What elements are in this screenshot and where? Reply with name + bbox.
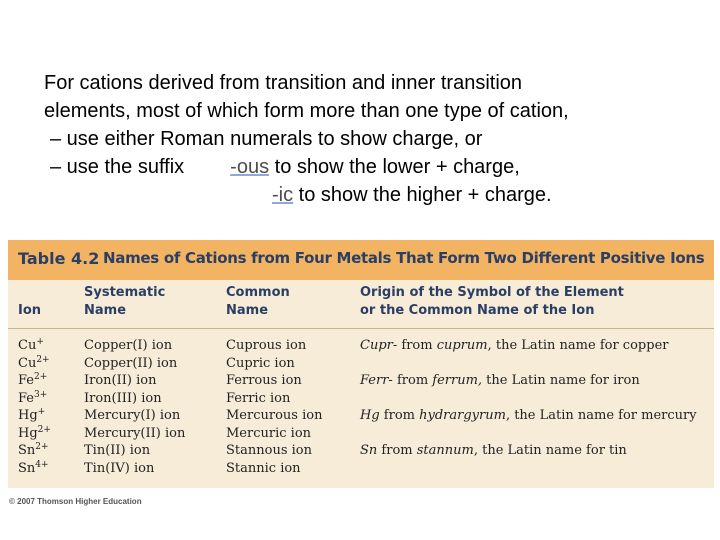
bullet-suffix-ous <box>44 153 704 181</box>
table-cell-origin: Cupr- from cuprum, the Latin name for copper <box>360 338 669 353</box>
table-cell-common: Mercurous ion <box>226 408 323 423</box>
table-cell-systematic: Tin(II) ion <box>84 443 151 458</box>
table-cell-systematic: Iron(III) ion <box>84 390 162 406</box>
table-cell-ion: $Sn^{2+}$ <box>18 442 49 458</box>
text-line-1: For cations derived from transition and inner transition <box>44 72 523 94</box>
table-cell-origin: Ferr- from ferrum, the Latin name for iron <box>360 373 640 388</box>
bullet-suffix-ic <box>44 181 704 209</box>
header-origin <box>360 284 624 320</box>
column-ion <box>18 337 51 477</box>
header-divider <box>8 328 714 329</box>
text-line-2: elements, most of which form more than one type of cation, <box>44 100 569 122</box>
table-cell-ion: $Cu^{2+}$ <box>18 354 50 371</box>
table-cell-common: Stannous ion <box>226 443 312 458</box>
header-ion: Ion <box>18 303 42 318</box>
table-title: Names of Cations from Four Metals That Form Two Different Positive Ions <box>103 249 705 267</box>
suffix-ic: -ic <box>272 184 294 206</box>
column-systematic-name <box>84 337 185 477</box>
table-cell-systematic: Iron(II) ion <box>84 373 157 388</box>
table-cell-common: Cuprous ion <box>226 338 307 353</box>
copyright-notice: © 2007 Thomson Higher Education <box>9 497 142 506</box>
table-cell-common: Cupric ion <box>226 355 295 371</box>
table-cell-common: Ferric ion <box>226 390 291 406</box>
header-systematic-line2: Name <box>84 303 127 318</box>
table-cell-ion: $Fe^{2+}$ <box>18 372 48 388</box>
header-origin-line2: or the Common Name of the Ion <box>360 303 595 318</box>
table-cell-systematic: Tin(IV) ion <box>84 460 155 476</box>
header-systematic <box>84 284 165 320</box>
table-number: Table 4.2 <box>18 249 100 268</box>
header-common-line2: Name <box>226 303 269 318</box>
header-common <box>226 284 290 320</box>
table-cell-common: Mercuric ion <box>226 425 312 441</box>
bullet-roman-numerals: – use either Roman numerals to show charge, or <box>50 128 483 150</box>
table-cell-ion: $Sn^{4+}$ <box>18 459 49 476</box>
header-systematic-line1: Systematic <box>84 285 166 300</box>
table-cell-common: Stannic ion <box>226 460 301 476</box>
column-origin <box>360 337 697 477</box>
table-cell-ion: $Hg^{2+}$ <box>18 424 51 441</box>
table-cell-ion: $Fe^{3+}$ <box>18 389 48 406</box>
table-cell-systematic: Copper(II) ion <box>84 355 178 371</box>
suffix-ous: -ous <box>230 156 270 178</box>
table-cell-systematic: Copper(I) ion <box>84 338 173 353</box>
header-common-line1: Common <box>226 285 290 300</box>
body-text <box>44 69 704 209</box>
table-cell-systematic: Mercury(I) ion <box>84 408 181 423</box>
bullet-suffix-prefix: – use the suffix <box>50 156 185 178</box>
table-cell-ion: Cu+ <box>18 337 44 353</box>
table-cell-ion: Hg+ <box>18 407 46 423</box>
header-origin-line1: Origin of the Symbol of the Element <box>360 285 624 300</box>
column-common-name <box>226 337 322 477</box>
table-header-bar <box>8 240 714 280</box>
table-cell-common: Ferrous ion <box>226 373 302 388</box>
cation-names-table <box>8 240 714 488</box>
table-cell-origin: Sn from stannum, the Latin name for tin <box>360 443 627 458</box>
table-cell-origin: Hg from hydrargyrum, the Latin name for mercury <box>360 408 697 423</box>
table-cell-systematic: Mercury(II) ion <box>84 425 186 441</box>
bullet-suffix-ic-rest: to show the higher + charge. <box>293 184 552 206</box>
bullet-suffix-ous-rest: to show the lower + charge, <box>269 156 520 178</box>
